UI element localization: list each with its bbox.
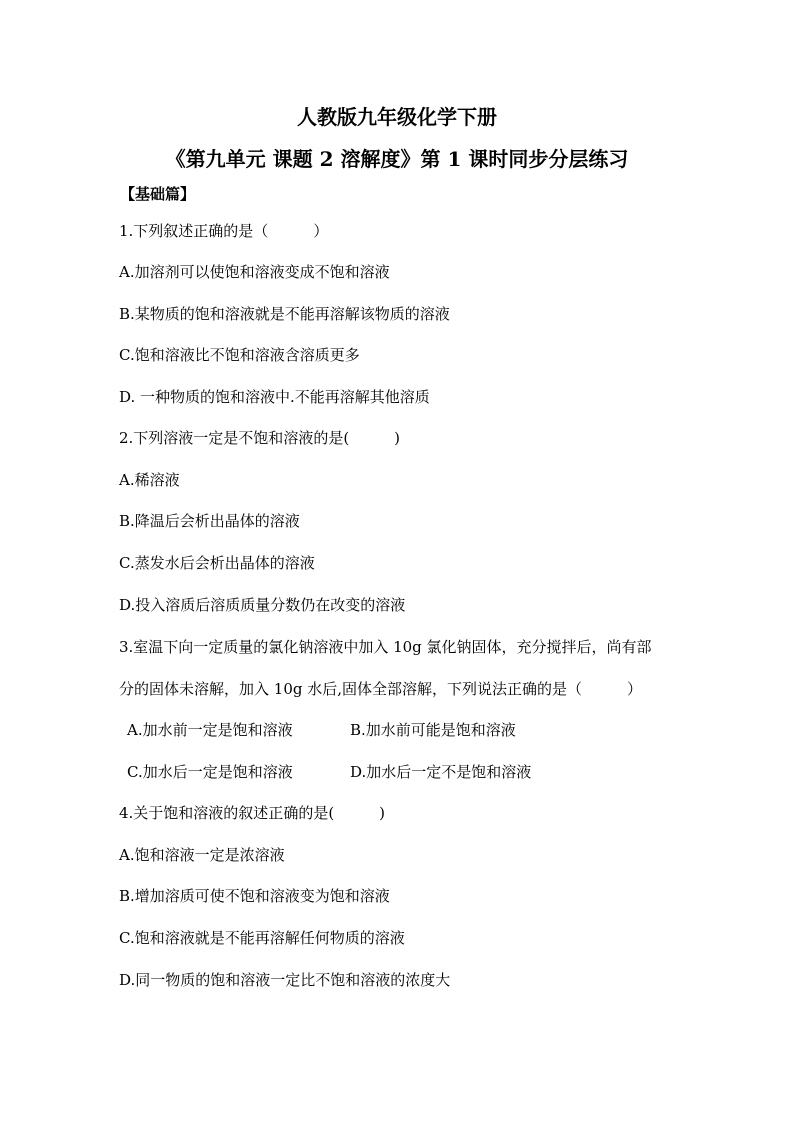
- question-2-option-c: C.蒸发水后会析出晶体的溶液: [119, 554, 315, 572]
- section-label-basic: 【基础篇】: [120, 185, 196, 203]
- question-3-option-a: A.加水前一定是饱和溶液: [127, 721, 293, 739]
- question-1-option-c: C.饱和溶液比不饱和溶液含溶质更多: [119, 346, 360, 364]
- question-3-stem-line-2: 分的固体未溶解，加入 10g 水后,固体全部溶解，下列说法正确的是（ ）: [119, 680, 642, 698]
- question-3-stem-line-1: 3.室温下向一定质量的氯化钠溶液中加入 10g 氯化钠固体，充分搅拌后，尚有部: [119, 638, 652, 656]
- question-1-stem: 1.下列叙述正确的是（ ）: [119, 222, 329, 240]
- question-2-option-a: A.稀溶液: [119, 471, 180, 489]
- question-4-option-b: B.增加溶质可使不饱和溶液变为饱和溶液: [119, 887, 390, 905]
- question-4-stem: 4.关于饱和溶液的叙述正确的是( ): [119, 804, 386, 822]
- question-1-option-d: D. 一种物质的饱和溶液中.不能再溶解其他溶质: [119, 388, 430, 406]
- question-4-option-d: D.同一物质的饱和溶液一定比不饱和溶液的浓度大: [119, 971, 451, 989]
- question-2-option-b: B.降温后会析出晶体的溶液: [119, 512, 300, 530]
- question-1-option-a: A.加溶剂可以使饱和溶液变成不饱和溶液: [119, 263, 390, 281]
- question-3-option-d: D.加水后一定不是饱和溶液: [350, 763, 532, 781]
- question-3-option-c: C.加水后一定是饱和溶液: [127, 763, 293, 781]
- question-2-stem: 2.下列溶液一定是不饱和溶液的是( ): [119, 429, 401, 447]
- document-subtitle: 《第九单元 课题 2 溶解度》第 1 课时同步分层练习: [165, 147, 629, 171]
- question-3-option-b: B.加水前可能是饱和溶液: [350, 721, 516, 739]
- question-2-option-d: D.投入溶质后溶质质量分数仍在改变的溶液: [119, 596, 406, 614]
- document-title: 人教版九年级化学下册: [297, 105, 497, 129]
- question-1-option-b: B.某物质的饱和溶液就是不能再溶解该物质的溶液: [119, 305, 450, 323]
- question-4-option-a: A.饱和溶液一定是浓溶液: [119, 846, 285, 864]
- question-4-option-c: C.饱和溶液就是不能再溶解任何物质的溶液: [119, 929, 405, 947]
